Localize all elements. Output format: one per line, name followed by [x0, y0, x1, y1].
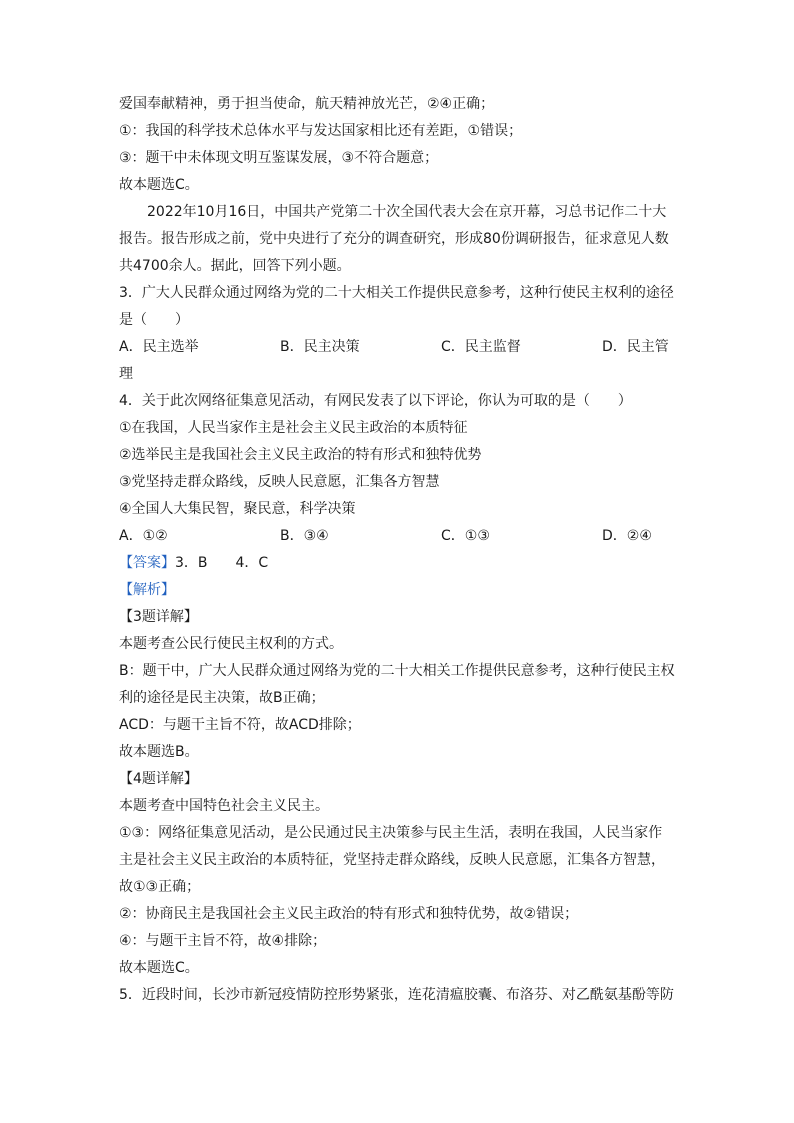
option-a: A．①② [119, 528, 168, 544]
detail-4-line: ②：协商民主是我国社会主义民主政治的特有形式和独特优势，故②错误； [119, 906, 579, 922]
question-4-options [119, 523, 679, 550]
question-4-item: ③党坚持走群众路线，反映人民意愿，汇集各方智慧 [119, 474, 440, 490]
option-d: D．②④ [602, 528, 652, 544]
detail-3-line: 故本题选B。 [119, 744, 199, 760]
answer-line [119, 550, 679, 577]
detail-3-line: 利的途径是民主决策，故B正确； [119, 690, 325, 706]
text-line: ③：题干中未体现文明互鉴谋发展，③不符合题意； [119, 150, 439, 166]
answer-text: 3．B 4．C [175, 555, 269, 571]
detail-4-line: 主是社会主义民主政治的本质特征，党坚持走群众路线，反映人民意愿，汇集各方智慧， [119, 852, 665, 868]
detail-3-line: ACD：与题干主旨不符，故ACD排除； [119, 717, 361, 733]
detail-4-line: 本题考查中国特色社会主义民主。 [119, 798, 329, 814]
detail-4-line: ④：与题干主旨不符，故④排除； [119, 933, 327, 949]
document-page [119, 91, 679, 1009]
option-b: B．民主决策 [280, 339, 360, 355]
detail-4-label: 【4题详解】 [119, 771, 198, 787]
detail-3-label: 【3题详解】 [119, 609, 198, 625]
option-b: B．③④ [280, 528, 329, 544]
question-4-item: ④全国人大集民智，聚民意，科学决策 [119, 501, 356, 517]
option-c: C．民主监督 [441, 339, 521, 355]
text-line: ①：我国的科学技术总体水平与发达国家相比还有差距，①错误； [119, 123, 523, 139]
text-line: 故本题选C。 [119, 177, 199, 193]
option-a: A．民主选举 [119, 339, 199, 355]
question-4-item: ①在我国，人民当家作主是社会主义民主政治的本质特征 [119, 420, 468, 436]
text-line: 爱国奉献精神，勇于担当使命，航天精神放光芒，②④正确； [119, 96, 495, 112]
option-wrap: 理 [119, 366, 133, 382]
detail-4-line: 故本题选C。 [119, 960, 199, 976]
question-5-stem: 5．近段时间，长沙市新冠疫情防控形势紧张，连花清瘟胶囊、布洛芬、对乙酰氨基酚等防 [119, 987, 674, 1003]
passage-line: 报告。报告形成之前，党中央进行了充分的调查研究，形成80份调研报告，征求意见人数 [119, 231, 669, 247]
option-d: D．民主管 [602, 339, 669, 355]
question-4-stem: 4．关于此次网络征集意见活动，有网民发表了以下评论，你认为可取的是（ ） [119, 393, 632, 409]
question-3-options [119, 334, 679, 361]
passage-line: 2022年10月16日，中国共产党第二十次全国代表大会在京开幕，习总书记作二十大 [147, 204, 667, 220]
question-3-stem: 3．广大人民群众通过网络为党的二十大相关工作提供民意参考，这种行使民主权利的途径 [119, 285, 674, 301]
detail-3-line: B：题干中，广大人民群众通过网络为党的二十大相关工作提供民意参考，这种行使民主权 [119, 663, 675, 679]
option-c: C．①③ [441, 528, 490, 544]
question-3-stem-cont: 是（ ） [119, 312, 189, 328]
detail-3-line: 本题考查公民行使民主权利的方式。 [119, 636, 343, 652]
detail-4-line: ①③：网络征集意见活动，是公民通过民主决策参与民主生活，表明在我国，人民当家作 [119, 825, 663, 841]
detail-4-line: 故①③正确； [119, 879, 201, 895]
answer-label: 【答案】 [119, 555, 175, 571]
question-4-item: ②选举民主是我国社会主义民主政治的特有形式和独特优势 [119, 447, 482, 463]
passage-line: 共4700余人。据此，回答下列小题。 [119, 258, 351, 274]
analysis-label: 【解析】 [119, 582, 175, 598]
